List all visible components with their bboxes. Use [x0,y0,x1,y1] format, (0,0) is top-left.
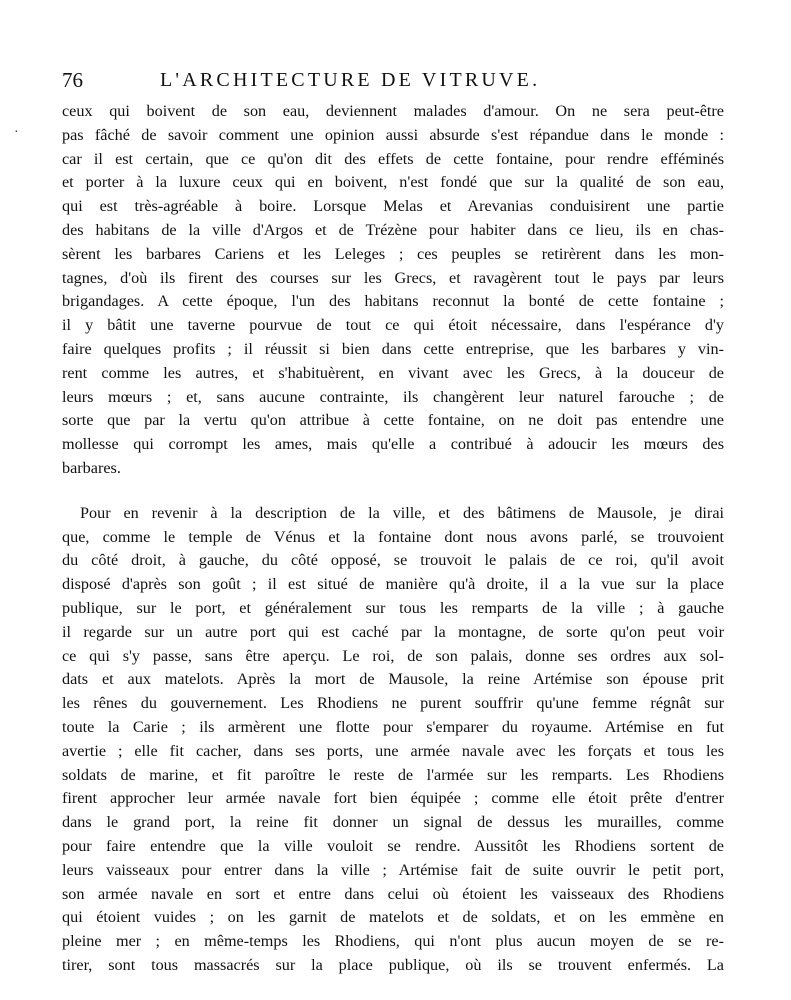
text-line: firent approcher leur armée navale fort bien équipée ; comme elle étoit prête d'entrer [62,789,724,808]
text-line: sorte que par la vertu qu'on attribue à cette fontaine, on ne doit pas entendre une [62,411,724,430]
text-line: rent comme les autres, et s'habituèrent, en vivant avec les Grecs, à la douceur de [62,363,724,382]
text-line: pleine mer ; en même-temps les Rhodiens, qui n'ont plus aucun moyen de se re- [62,932,724,951]
body-text [62,100,724,978]
text-line: leurs vaisseaux pour entrer dans la ville ; Artémise fait de suite ouvrir le petit port, [62,860,724,879]
running-title: L'ARCHITECTURE DE VITRUVE. [160,69,541,91]
text-line: faire quelques profits ; il réussit si bien dans cette entreprise, que les barbares y vin- [62,339,724,358]
text-line: qui étoient vuides ; on les garnit de matelots et de soldats, et on les emmène en [62,908,724,927]
text-line: sèrent les barbares Cariens et les Leleges ; ces peuples se retirèrent dans les mon- [62,244,724,263]
ink-speck-decoration: · [14,125,19,140]
text-line: du côté droit, à gauche, du côté opposé, se trouvoit le palais de ce roi, qu'il avoit [62,551,724,570]
page-number: 76 [62,68,83,92]
text-line: tagnes, d'où ils firent des courses sur les Grecs, et ravagèrent tout le pays par leurs [62,268,724,287]
text-line: ceux qui boivent de son eau, deviennent malades d'amour. On ne sera peut-être [62,102,724,120]
text-line: mollesse qui corrompt les ames, mais qu'elle a contribué à adoucir les mœurs des [62,435,724,454]
text-line: Pour en revenir à la description de la ville, et des bâtimens de Mausole, je dirai [80,503,724,522]
paragraph-1 [62,100,724,481]
text-line: les rênes du gouvernement. Les Rhodiens ne purent souffrir qu'une femme régnât sur [62,694,724,713]
text-line: soldats de marine, et fit paroître le reste de l'armée sur les remparts. Les Rhodiens [62,765,724,784]
paragraph-2 [62,502,724,978]
text-line: il y bâtit une taverne pourvue de tout ce qui étoit nécessaire, dans l'espérance d'y [62,316,724,335]
text-line: des habitans de la ville d'Argos et de Trézène pour habiter dans ce lieu, ils en chas- [62,220,724,239]
text-line: brigandages. A cette époque, l'un des habitans reconnut la bonté de cette fontaine ; [62,292,724,311]
text-line: qui est très-agréable à boire. Lorsque Melas et Arevanias conduisirent une partie [62,197,724,216]
text-line: tirer, sont tous massacrés sur la place publique, où ils se trouvent enfermés. La [62,955,724,974]
text-line: dans le grand port, la reine fit donner un signal de dessus les murailles, comme [62,813,724,832]
text-line: disposé d'après son goût ; il est situé de manière qu'à droite, il a la vue sur la place [62,575,724,594]
text-line: toute la Carie ; ils armèrent une flotte pour s'emparer du royaume. Artémise en fut [62,717,724,736]
text-line: il regarde sur un autre port qui est caché par la montagne, de sorte qu'on peut voir [62,622,724,641]
text-line: ce qui s'y passe, sans être aperçu. Le roi, de son palais, donne ses ordres aux sol- [62,646,724,665]
text-line: dats et aux matelots. Après la mort de Mausole, la reine Artémise son épouse prit [62,670,724,689]
text-line: publique, sur le port, et généralement sur tous les remparts de la ville ; à gauche [62,598,724,617]
text-line: pas fâché de savoir comment une opinion aussi absurde s'est répandue dans le monde : [62,125,724,144]
text-line: que, comme le temple de Vénus et la fontaine dont nous avons parlé, se trouvoient [62,527,724,546]
running-header [62,66,724,94]
text-line: leurs mœurs ; et, sans aucune contrainte, ils changèrent leur naturel farouche ; de [62,387,724,406]
text-line: son armée navale en sort et entre dans celui où étoient les vaisseaux des Rhodiens [62,884,724,903]
text-line: barbares. [62,458,121,477]
text-line: et porter à la luxure ceux qui en boivent, n'est fondé que sur la qualité de son eau, [62,173,724,192]
text-line: pour faire entendre que la ville vouloit se rendre. Aussitôt les Rhodiens sortent de [62,836,724,855]
text-line: avertie ; elle fit cacher, dans ses ports, une armée navale avec les forçats et tous les [62,741,724,760]
text-line: car il est certain, que ce qu'on dit des effets de cette fontaine, pour rendre efféminés [62,149,724,168]
